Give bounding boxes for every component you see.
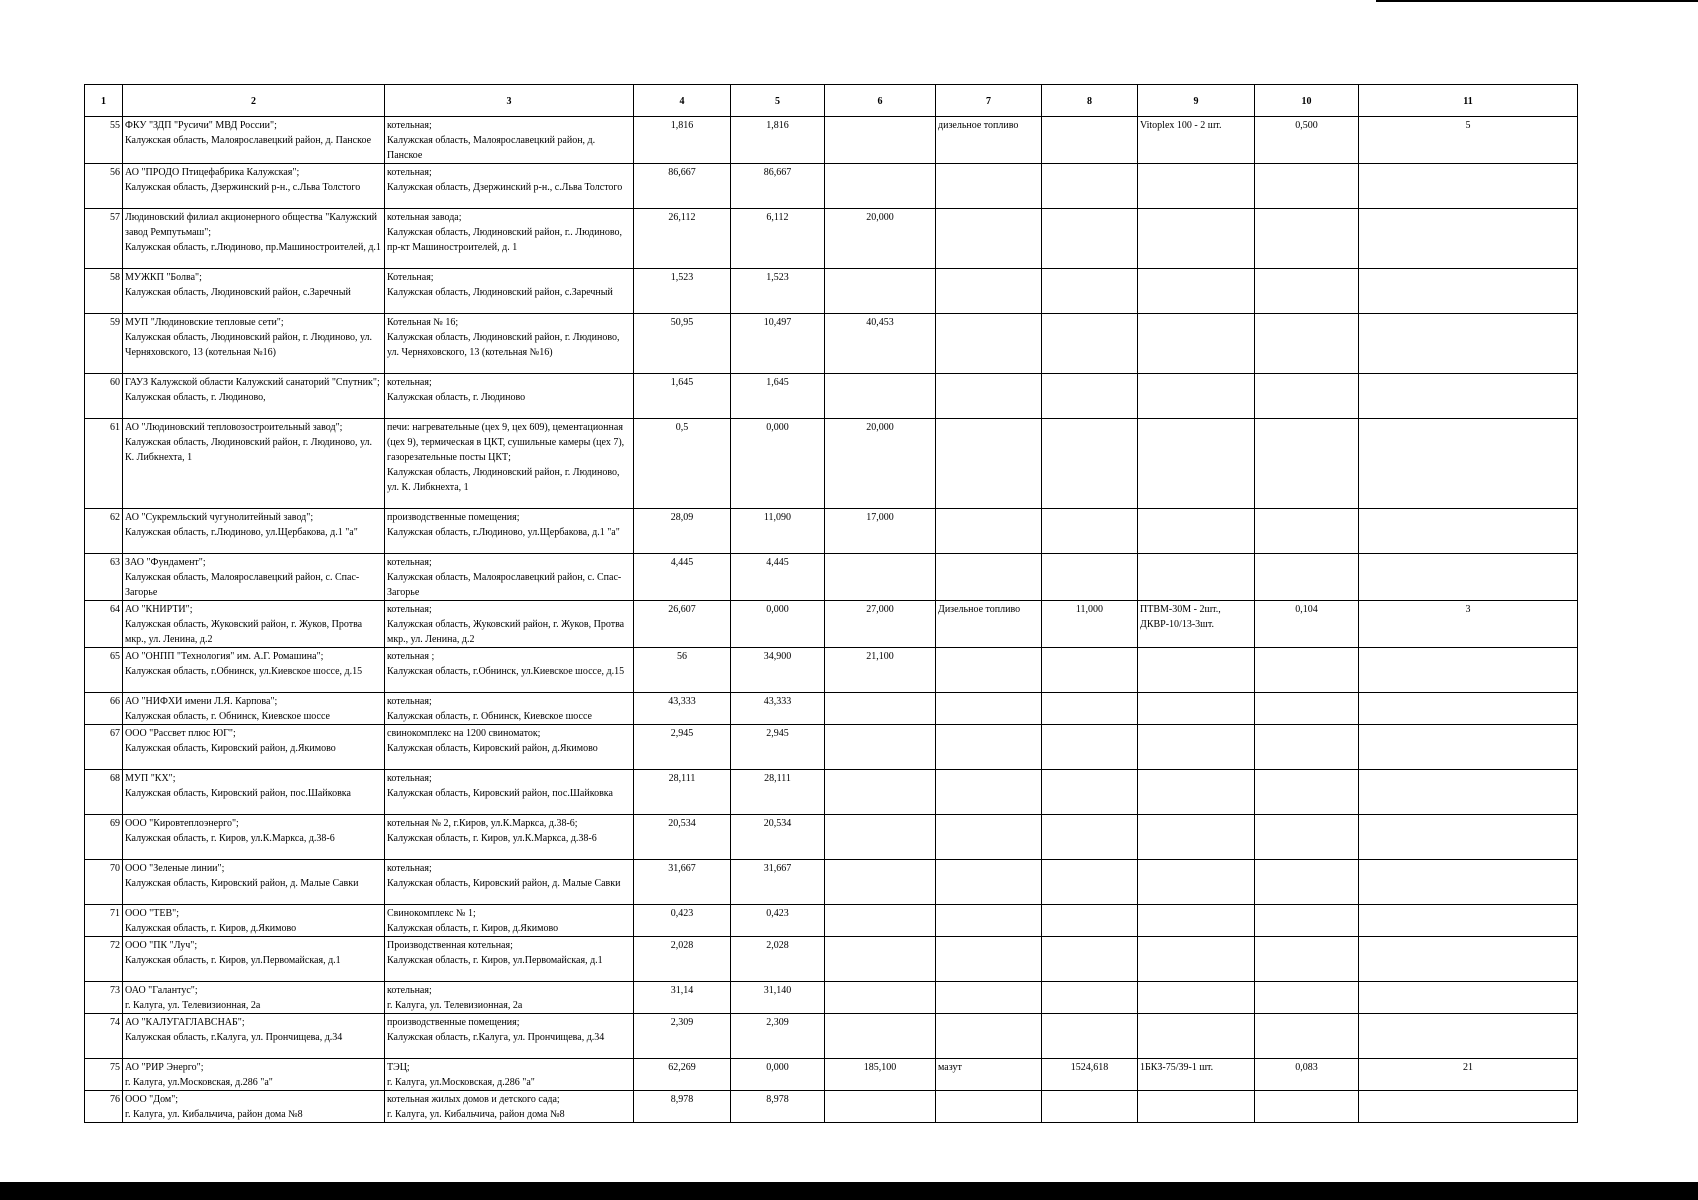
organization-cell: АО "Людиновский тепловозостроительный завод"; Калужская область, Людиновский район, г. Людиново, ул. К. Либкнехта, 1 [123,419,385,509]
facility-cell: производственные помещения; Калужская область, г.Людиново, ул.Щербакова, д.1 "а" [385,509,634,554]
value-cell-6: 21,100 [825,648,936,693]
value-cell-8 [1042,905,1138,937]
value-cell-8 [1042,648,1138,693]
facility-cell: Свинокомплекс № 1; Калужская область, г. Киров, д.Якимово [385,905,634,937]
facility-cell: котельная; Калужская область, Кировский район, д. Малые Савки [385,860,634,905]
header-cell: 7 [936,85,1042,117]
equipment-cell [1138,164,1255,209]
value-cell-4: 1,523 [634,269,731,314]
equipment-cell [1138,374,1255,419]
fuel-type-cell: мазут [936,1059,1042,1091]
fuel-type-cell [936,937,1042,982]
value-cell-4: 31,667 [634,860,731,905]
value-cell-6: 20,000 [825,419,936,509]
value-cell-10: 0,104 [1255,601,1359,648]
value-cell-10 [1255,509,1359,554]
value-cell-5: 28,111 [731,770,825,815]
fuel-type-cell [936,374,1042,419]
organization-cell: АО "НИФХИ имени Л.Я. Карпова"; Калужская область, г. Обнинск, Киевское шоссе [123,693,385,725]
table-row [85,419,1578,509]
facility-cell: котельная; Калужская область, Кировский район, пос.Шайковка [385,770,634,815]
fuel-type-cell [936,509,1042,554]
row-number-cell: 71 [85,905,123,937]
value-cell-5: 0,000 [731,1059,825,1091]
equipment-cell [1138,209,1255,269]
organization-cell: АО "РИР Энерго"; г. Калуга, ул.Московская, д.286 "а" [123,1059,385,1091]
organization-cell: АО "ОНПП "Технология" им. А.Г. Ромашина"; Калужская область, г.Обнинск, ул.Киевское шоссе, д.15 [123,648,385,693]
value-cell-10 [1255,982,1359,1014]
table-row [85,905,1578,937]
value-cell-10 [1255,164,1359,209]
table-row [85,601,1578,648]
value-cell-5: 2,309 [731,1014,825,1059]
value-cell-5: 1,645 [731,374,825,419]
table-row [85,269,1578,314]
value-cell-11 [1359,209,1578,269]
value-cell-8 [1042,982,1138,1014]
facility-cell: Производственная котельная; Калужская область, г. Киров, ул.Первомайская, д.1 [385,937,634,982]
value-cell-4: 2,028 [634,937,731,982]
row-number-cell: 59 [85,314,123,374]
value-cell-8 [1042,937,1138,982]
value-cell-11 [1359,815,1578,860]
table-row [85,937,1578,982]
value-cell-11 [1359,374,1578,419]
table-row [85,648,1578,693]
fuel-type-cell [936,905,1042,937]
value-cell-10 [1255,1091,1359,1123]
organization-cell: МУП "КХ"; Калужская область, Кировский район, пос.Шайковка [123,770,385,815]
value-cell-4: 26,112 [634,209,731,269]
data-table [84,84,1578,1123]
value-cell-8 [1042,419,1138,509]
organization-cell: ООО "ТЕВ"; Калужская область, г. Киров, д.Якимово [123,905,385,937]
value-cell-4: 86,667 [634,164,731,209]
value-cell-6 [825,815,936,860]
value-cell-8 [1042,1091,1138,1123]
value-cell-4: 28,09 [634,509,731,554]
value-cell-10: 0,083 [1255,1059,1359,1091]
value-cell-8 [1042,770,1138,815]
table-row [85,509,1578,554]
value-cell-11 [1359,860,1578,905]
value-cell-4: 31,14 [634,982,731,1014]
value-cell-8 [1042,815,1138,860]
value-cell-10 [1255,554,1359,601]
value-cell-11: 3 [1359,601,1578,648]
value-cell-10 [1255,209,1359,269]
value-cell-6 [825,937,936,982]
facility-cell: ТЭЦ; г. Калуга, ул.Московская, д.286 "а" [385,1059,634,1091]
value-cell-6: 40,453 [825,314,936,374]
value-cell-5: 0,000 [731,419,825,509]
facility-cell: котельная; Калужская область, Малоярославецкий район, д. Панское [385,117,634,164]
value-cell-6 [825,725,936,770]
value-cell-5: 31,140 [731,982,825,1014]
value-cell-6: 27,000 [825,601,936,648]
row-number-cell: 69 [85,815,123,860]
organization-cell: ООО "Рассвет плюс ЮГ"; Калужская область, Кировский район, д.Якимово [123,725,385,770]
row-number-cell: 64 [85,601,123,648]
value-cell-10 [1255,314,1359,374]
value-cell-4: 28,111 [634,770,731,815]
equipment-cell [1138,1014,1255,1059]
value-cell-10 [1255,419,1359,509]
equipment-cell [1138,770,1255,815]
value-cell-5: 0,000 [731,601,825,648]
value-cell-10 [1255,937,1359,982]
fuel-type-cell [936,1014,1042,1059]
fuel-type-cell [936,1091,1042,1123]
table-body [85,117,1578,1123]
header-cell: 9 [1138,85,1255,117]
value-cell-10 [1255,815,1359,860]
value-cell-6 [825,554,936,601]
row-number-cell: 60 [85,374,123,419]
fuel-type-cell [936,314,1042,374]
value-cell-5: 31,667 [731,860,825,905]
value-cell-10: 0,500 [1255,117,1359,164]
equipment-cell: Vitoplex 100 - 2 шт. [1138,117,1255,164]
value-cell-4: 26,607 [634,601,731,648]
table-row [85,374,1578,419]
value-cell-4: 1,645 [634,374,731,419]
table-row [85,314,1578,374]
value-cell-8 [1042,509,1138,554]
facility-cell: Котельная; Калужская область, Людиновский район, с.Заречный [385,269,634,314]
value-cell-6 [825,693,936,725]
value-cell-11 [1359,770,1578,815]
header-cell: 6 [825,85,936,117]
facility-cell: котельная; Калужская область, г. Людиново [385,374,634,419]
fuel-type-cell [936,164,1042,209]
value-cell-8 [1042,164,1138,209]
organization-cell: МУЖКП "Болва"; Калужская область, Людиновский район, с.Заречный [123,269,385,314]
fuel-type-cell [936,269,1042,314]
value-cell-11 [1359,648,1578,693]
value-cell-10 [1255,860,1359,905]
value-cell-5: 8,978 [731,1091,825,1123]
equipment-cell: 1БКЗ-75/39-1 шт. [1138,1059,1255,1091]
value-cell-11 [1359,982,1578,1014]
table-row [85,770,1578,815]
table-row [85,693,1578,725]
value-cell-4: 1,816 [634,117,731,164]
table-row [85,982,1578,1014]
value-cell-6 [825,982,936,1014]
value-cell-8 [1042,860,1138,905]
top-rule [1376,0,1698,2]
table-row [85,725,1578,770]
facility-cell: Котельная № 16; Калужская область, Людиновский район, г. Людиново, ул. Черняховского, 13 (котельная №16) [385,314,634,374]
facility-cell: свинокомплекс на 1200 свиноматок; Калужская область, Кировский район, д.Якимово [385,725,634,770]
value-cell-8: 1524,618 [1042,1059,1138,1091]
value-cell-8 [1042,269,1138,314]
equipment-cell [1138,1091,1255,1123]
organization-cell: МУП "Людиновские тепловые сети"; Калужская область, Людиновский район, г. Людиново, ул. Черняховского, 13 (котельная №16) [123,314,385,374]
row-number-cell: 74 [85,1014,123,1059]
value-cell-11 [1359,905,1578,937]
value-cell-5: 20,534 [731,815,825,860]
organization-cell: ОАО "Галантус"; г. Калуга, ул. Телевизионная, 2а [123,982,385,1014]
fuel-type-cell [936,419,1042,509]
value-cell-6 [825,269,936,314]
equipment-cell: ПТВМ-30М - 2шт., ДКВР-10/13-3шт. [1138,601,1255,648]
value-cell-6 [825,905,936,937]
fuel-type-cell: Дизельное топливо [936,601,1042,648]
value-cell-5: 86,667 [731,164,825,209]
value-cell-4: 0,423 [634,905,731,937]
organization-cell: ООО "Кировтеплоэнерго"; Калужская область, г. Киров, ул.К.Маркса, д.38-6 [123,815,385,860]
value-cell-5: 1,523 [731,269,825,314]
value-cell-10 [1255,1014,1359,1059]
equipment-cell [1138,905,1255,937]
row-number-cell: 65 [85,648,123,693]
facility-cell: котельная; Калужская область, Дзержинский р-н., с.Льва Толстого [385,164,634,209]
value-cell-11 [1359,419,1578,509]
facility-cell: котельная; Калужская область, г. Обнинск, Киевское шоссе [385,693,634,725]
value-cell-4: 50,95 [634,314,731,374]
value-cell-6: 17,000 [825,509,936,554]
equipment-cell [1138,982,1255,1014]
value-cell-4: 56 [634,648,731,693]
header-cell: 8 [1042,85,1138,117]
value-cell-4: 2,945 [634,725,731,770]
table-row [85,117,1578,164]
header-cell: 11 [1359,85,1578,117]
facility-cell: печи: нагревательные (цех 9, цех 609), цементационная (цех 9), термическая в ЦКТ, сушильные камеры (цех 7), газорезательные посты ЦКТ; Калужская область, Людиновский район, г. Людиново, ул. К. Либкнехта, 1 [385,419,634,509]
value-cell-6 [825,1014,936,1059]
facility-cell: котельная жилых домов и детского сада; г. Калуга, ул. Кибальчича, район дома №8 [385,1091,634,1123]
header-cell: 2 [123,85,385,117]
value-cell-6: 185,100 [825,1059,936,1091]
table-row [85,1059,1578,1091]
header-row [85,85,1578,117]
table-row [85,815,1578,860]
fuel-type-cell [936,815,1042,860]
value-cell-8 [1042,374,1138,419]
value-cell-5: 6,112 [731,209,825,269]
value-cell-8 [1042,1014,1138,1059]
value-cell-4: 4,445 [634,554,731,601]
value-cell-11 [1359,269,1578,314]
header-cell: 5 [731,85,825,117]
row-number-cell: 56 [85,164,123,209]
organization-cell: АО "ПРОДО Птицефабрика Калужская"; Калужская область, Дзержинский р-н., с.Льва Толстого [123,164,385,209]
organization-cell: ГАУЗ Калужской области Калужский санаторий "Спутник"; Калужская область, г. Людиново, [123,374,385,419]
table-row [85,554,1578,601]
value-cell-5: 2,028 [731,937,825,982]
value-cell-8: 11,000 [1042,601,1138,648]
fuel-type-cell [936,209,1042,269]
facility-cell: котельная; Калужская область, Малоярославецкий район, с. Спас-Загорье [385,554,634,601]
value-cell-8 [1042,725,1138,770]
fuel-type-cell [936,693,1042,725]
fuel-type-cell [936,554,1042,601]
row-number-cell: 62 [85,509,123,554]
row-number-cell: 55 [85,117,123,164]
fuel-type-cell [936,648,1042,693]
table-row [85,209,1578,269]
value-cell-5: 0,423 [731,905,825,937]
value-cell-10 [1255,693,1359,725]
value-cell-5: 4,445 [731,554,825,601]
equipment-cell [1138,815,1255,860]
row-number-cell: 58 [85,269,123,314]
value-cell-8 [1042,209,1138,269]
equipment-cell [1138,269,1255,314]
organization-cell: Людиновский филиал акционерного общества "Калужский завод Ремпутьмаш"; Калужская область, г.Людиново, пр.Машиностроителей, д.1 [123,209,385,269]
value-cell-8 [1042,693,1138,725]
header-cell: 4 [634,85,731,117]
row-number-cell: 75 [85,1059,123,1091]
organization-cell: ФКУ "ЗДП "Русичи" МВД России"; Калужская область, Малоярославецкий район, д. Панское [123,117,385,164]
organization-cell: ООО "Дом"; г. Калуга, ул. Кибальчича, район дома №8 [123,1091,385,1123]
value-cell-11: 21 [1359,1059,1578,1091]
table-row [85,860,1578,905]
header-cell: 3 [385,85,634,117]
equipment-cell [1138,509,1255,554]
value-cell-6 [825,1091,936,1123]
value-cell-10 [1255,374,1359,419]
value-cell-10 [1255,905,1359,937]
value-cell-11 [1359,164,1578,209]
organization-cell: ЗАО "Фундамент"; Калужская область, Малоярославецкий район, с. Спас-Загорье [123,554,385,601]
value-cell-6: 20,000 [825,209,936,269]
facility-cell: производственные помещения; Калужская область, г.Калуга, ул. Прончищева, д.34 [385,1014,634,1059]
value-cell-6 [825,374,936,419]
fuel-type-cell [936,770,1042,815]
table-row [85,1014,1578,1059]
fuel-type-cell [936,860,1042,905]
value-cell-8 [1042,117,1138,164]
row-number-cell: 73 [85,982,123,1014]
row-number-cell: 72 [85,937,123,982]
value-cell-5: 34,900 [731,648,825,693]
value-cell-6 [825,860,936,905]
value-cell-10 [1255,269,1359,314]
value-cell-11 [1359,314,1578,374]
value-cell-4: 0,5 [634,419,731,509]
header-cell: 1 [85,85,123,117]
equipment-cell [1138,419,1255,509]
table-row [85,1091,1578,1123]
value-cell-4: 43,333 [634,693,731,725]
value-cell-10 [1255,725,1359,770]
fuel-type-cell: дизельное топливо [936,117,1042,164]
row-number-cell: 70 [85,860,123,905]
value-cell-4: 20,534 [634,815,731,860]
facility-cell: котельная; Калужская область, Жуковский район, г. Жуков, Протва мкр., ул. Ленина, д.2 [385,601,634,648]
row-number-cell: 63 [85,554,123,601]
row-number-cell: 68 [85,770,123,815]
value-cell-6 [825,117,936,164]
facility-cell: котельная; г. Калуга, ул. Телевизионная, 2а [385,982,634,1014]
value-cell-5: 11,090 [731,509,825,554]
value-cell-10 [1255,648,1359,693]
value-cell-10 [1255,770,1359,815]
row-number-cell: 61 [85,419,123,509]
equipment-cell [1138,314,1255,374]
organization-cell: ООО "Зеленые линии"; Калужская область, Кировский район, д. Малые Савки [123,860,385,905]
organization-cell: АО "КАЛУГАГЛАВСНАБ"; Калужская область, г.Калуга, ул. Прончищева, д.34 [123,1014,385,1059]
value-cell-11 [1359,725,1578,770]
equipment-cell [1138,693,1255,725]
fuel-type-cell [936,725,1042,770]
value-cell-4: 2,309 [634,1014,731,1059]
row-number-cell: 76 [85,1091,123,1123]
value-cell-6 [825,164,936,209]
value-cell-11 [1359,1014,1578,1059]
value-cell-8 [1042,554,1138,601]
row-number-cell: 67 [85,725,123,770]
row-number-cell: 57 [85,209,123,269]
organization-cell: ООО "ПК "Луч"; Калужская область, г. Киров, ул.Первомайская, д.1 [123,937,385,982]
value-cell-5: 10,497 [731,314,825,374]
equipment-cell [1138,860,1255,905]
bottom-scan-bar [0,1182,1698,1200]
organization-cell: АО "Сукремльский чугунолитейный завод"; Калужская область, г.Людиново, ул.Щербакова, д.1 "а" [123,509,385,554]
value-cell-11 [1359,937,1578,982]
value-cell-4: 62,269 [634,1059,731,1091]
value-cell-8 [1042,314,1138,374]
table-row [85,164,1578,209]
equipment-cell [1138,648,1255,693]
equipment-cell [1138,937,1255,982]
facility-cell: котельная завода; Калужская область, Людиновский район, г.. Людиново, пр-кт Машиностроителей, д. 1 [385,209,634,269]
organization-cell: АО "КНИРТИ"; Калужская область, Жуковский район, г. Жуков, Протва мкр., ул. Ленина, д.2 [123,601,385,648]
value-cell-5: 1,816 [731,117,825,164]
equipment-cell [1138,554,1255,601]
fuel-type-cell [936,982,1042,1014]
header-cell: 10 [1255,85,1359,117]
facility-cell: котельная № 2, г.Киров, ул.К.Маркса, д.38-6; Калужская область, г. Киров, ул.К.Маркса, д.38-6 [385,815,634,860]
value-cell-5: 43,333 [731,693,825,725]
value-cell-4: 8,978 [634,1091,731,1123]
equipment-cell [1138,725,1255,770]
value-cell-11: 5 [1359,117,1578,164]
value-cell-5: 2,945 [731,725,825,770]
value-cell-11 [1359,509,1578,554]
value-cell-11 [1359,1091,1578,1123]
row-number-cell: 66 [85,693,123,725]
value-cell-11 [1359,693,1578,725]
value-cell-11 [1359,554,1578,601]
facility-cell: котельная ; Калужская область, г.Обнинск, ул.Киевское шоссе, д.15 [385,648,634,693]
value-cell-6 [825,770,936,815]
